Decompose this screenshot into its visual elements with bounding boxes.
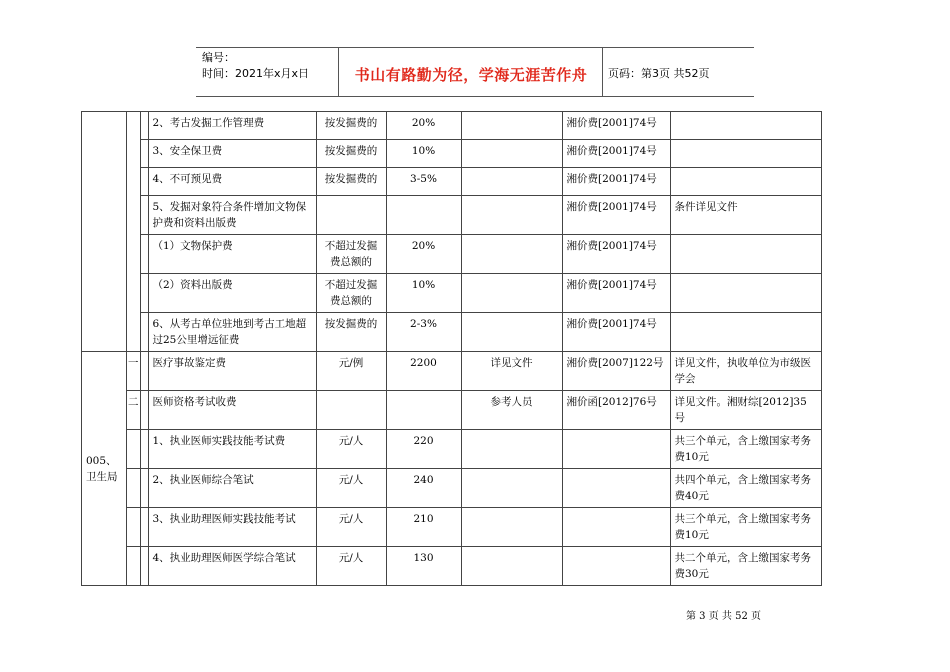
item-cell: 3、执业助理医师实践技能考试 (148, 508, 316, 547)
item-cell: 6、从考古单位驻地到考古工地超过25公里增远征费 (148, 313, 316, 352)
header-divider (338, 48, 339, 96)
dept-cell (82, 112, 127, 352)
remark-cell (461, 430, 562, 469)
page-indicator: 页码：第3页 共52页 (608, 67, 710, 80)
item-cell: （2）资料出版费 (148, 274, 316, 313)
remark-cell (461, 547, 562, 586)
basis-cell: 湘价费[2001]74号 (562, 274, 670, 313)
note-cell: 共二个单元，含上缴国家考务费30元 (670, 547, 821, 586)
basis-cell: 湘价费[2001]74号 (562, 168, 670, 196)
table-row (82, 140, 822, 168)
standard-cell: 2200 (386, 352, 461, 391)
note-cell (670, 313, 821, 352)
remark-cell (461, 112, 562, 140)
item-cell: 3、安全保卫费 (148, 140, 316, 168)
note-cell (670, 112, 821, 140)
basis-cell (562, 547, 670, 586)
sub-num-cell (140, 508, 148, 547)
note-cell: 共四个单元，含上缴国家考务费40元 (670, 469, 821, 508)
standard-cell: 2-3% (386, 313, 461, 352)
num-cell: 一 (127, 352, 141, 391)
code-label: 编号： (202, 51, 235, 64)
table-row (82, 313, 822, 352)
note-cell: 详见文件，执收单位为市级医学会 (670, 352, 821, 391)
item-cell: 2、考古发掘工作管理费 (148, 112, 316, 140)
page-footer: 第 3 页 共 52 页 (686, 611, 761, 622)
sub-num-cell (140, 140, 148, 168)
header-meta (202, 50, 309, 82)
sub-num-cell (140, 313, 148, 352)
dept-cell: 005、卫生局 (82, 352, 127, 586)
basis-cell: 湘价费[2007]122号 (562, 352, 670, 391)
standard-cell: 10% (386, 274, 461, 313)
unit-cell: 按发掘费的 (316, 313, 386, 352)
header-divider (602, 48, 603, 96)
standard-cell: 3-5% (386, 168, 461, 196)
table-row (82, 352, 822, 391)
remark-cell: 参考人员 (461, 391, 562, 430)
num-cell (127, 469, 141, 508)
note-cell (670, 140, 821, 168)
standard-cell: 240 (386, 469, 461, 508)
table-row (82, 112, 822, 140)
table-row (82, 508, 822, 547)
basis-cell: 湘价费[2001]74号 (562, 196, 670, 235)
sub-num-cell (140, 274, 148, 313)
standard-cell: 210 (386, 508, 461, 547)
remark-cell (461, 508, 562, 547)
item-cell: 2、执业医师综合笔试 (148, 469, 316, 508)
num-cell (127, 508, 141, 547)
num-cell (127, 547, 141, 586)
remark-cell (461, 140, 562, 168)
sub-num-cell (140, 430, 148, 469)
unit-cell: 按发掘费的 (316, 112, 386, 140)
remark-cell (461, 168, 562, 196)
table-row (82, 168, 822, 196)
standard-cell (386, 391, 461, 430)
unit-cell (316, 391, 386, 430)
unit-cell: 元/人 (316, 430, 386, 469)
remark-cell (461, 469, 562, 508)
remark-cell (461, 274, 562, 313)
sub-num-cell (140, 469, 148, 508)
basis-cell (562, 508, 670, 547)
unit-cell: 元/例 (316, 352, 386, 391)
sub-num-cell (140, 196, 148, 235)
unit-cell: 不超过发掘费总额的 (316, 235, 386, 274)
standard-cell: 20% (386, 112, 461, 140)
num-cell: 二 (127, 391, 141, 430)
basis-cell: 湘价费[2001]74号 (562, 235, 670, 274)
item-cell: 4、执业助理医师医学综合笔试 (148, 547, 316, 586)
table-row (82, 196, 822, 235)
remark-cell (461, 196, 562, 235)
sub-num-cell (140, 168, 148, 196)
unit-cell: 元/人 (316, 508, 386, 547)
standard-cell: 10% (386, 140, 461, 168)
remark-cell (461, 235, 562, 274)
note-cell: 条件详见文件 (670, 196, 821, 235)
standard-cell (386, 196, 461, 235)
basis-cell: 湘价费[2001]74号 (562, 313, 670, 352)
unit-cell (316, 196, 386, 235)
motto-text: 书山有路勤为径，学海无涯苦作舟 (354, 66, 588, 84)
sub-num-cell (140, 235, 148, 274)
table-row (82, 547, 822, 586)
sub-num-cell (140, 391, 148, 430)
item-cell: 医师资格考试收费 (148, 391, 316, 430)
table-row (82, 274, 822, 313)
note-cell: 共三个单元，含上缴国家考务费10元 (670, 430, 821, 469)
item-cell: 5、发掘对象符合条件增加文物保护费和资料出版费 (148, 196, 316, 235)
table-row (82, 469, 822, 508)
item-cell: （1）文物保护费 (148, 235, 316, 274)
item-cell: 医疗事故鉴定费 (148, 352, 316, 391)
sub-num-cell (140, 547, 148, 586)
table-row (82, 391, 822, 430)
table-row (82, 430, 822, 469)
unit-cell: 按发掘费的 (316, 140, 386, 168)
item-cell: 1、执业医师实践技能考试费 (148, 430, 316, 469)
note-cell (670, 235, 821, 274)
note-cell: 详见文件。湘财综[2012]35号 (670, 391, 821, 430)
sub-num-cell (140, 352, 148, 391)
num-cell (127, 430, 141, 469)
num-cell (127, 112, 141, 352)
standard-cell: 20% (386, 235, 461, 274)
basis-cell: 湘价费[2001]74号 (562, 140, 670, 168)
page-header (196, 47, 754, 97)
unit-cell: 元/人 (316, 547, 386, 586)
time-label: 时间：2021年x月x日 (202, 67, 310, 80)
unit-cell: 不超过发掘费总额的 (316, 274, 386, 313)
note-cell: 共三个单元，含上缴国家考务费10元 (670, 508, 821, 547)
basis-cell: 湘价费[2001]74号 (562, 112, 670, 140)
remark-cell (461, 313, 562, 352)
remark-cell: 详见文件 (461, 352, 562, 391)
basis-cell (562, 430, 670, 469)
item-cell: 4、不可预见费 (148, 168, 316, 196)
sub-num-cell (140, 112, 148, 140)
standard-cell: 220 (386, 430, 461, 469)
unit-cell: 按发掘费的 (316, 168, 386, 196)
basis-cell (562, 469, 670, 508)
unit-cell: 元/人 (316, 469, 386, 508)
note-cell (670, 274, 821, 313)
basis-cell: 湘价函[2012]76号 (562, 391, 670, 430)
table-row (82, 235, 822, 274)
fee-table (81, 111, 822, 586)
standard-cell: 130 (386, 547, 461, 586)
note-cell (670, 168, 821, 196)
